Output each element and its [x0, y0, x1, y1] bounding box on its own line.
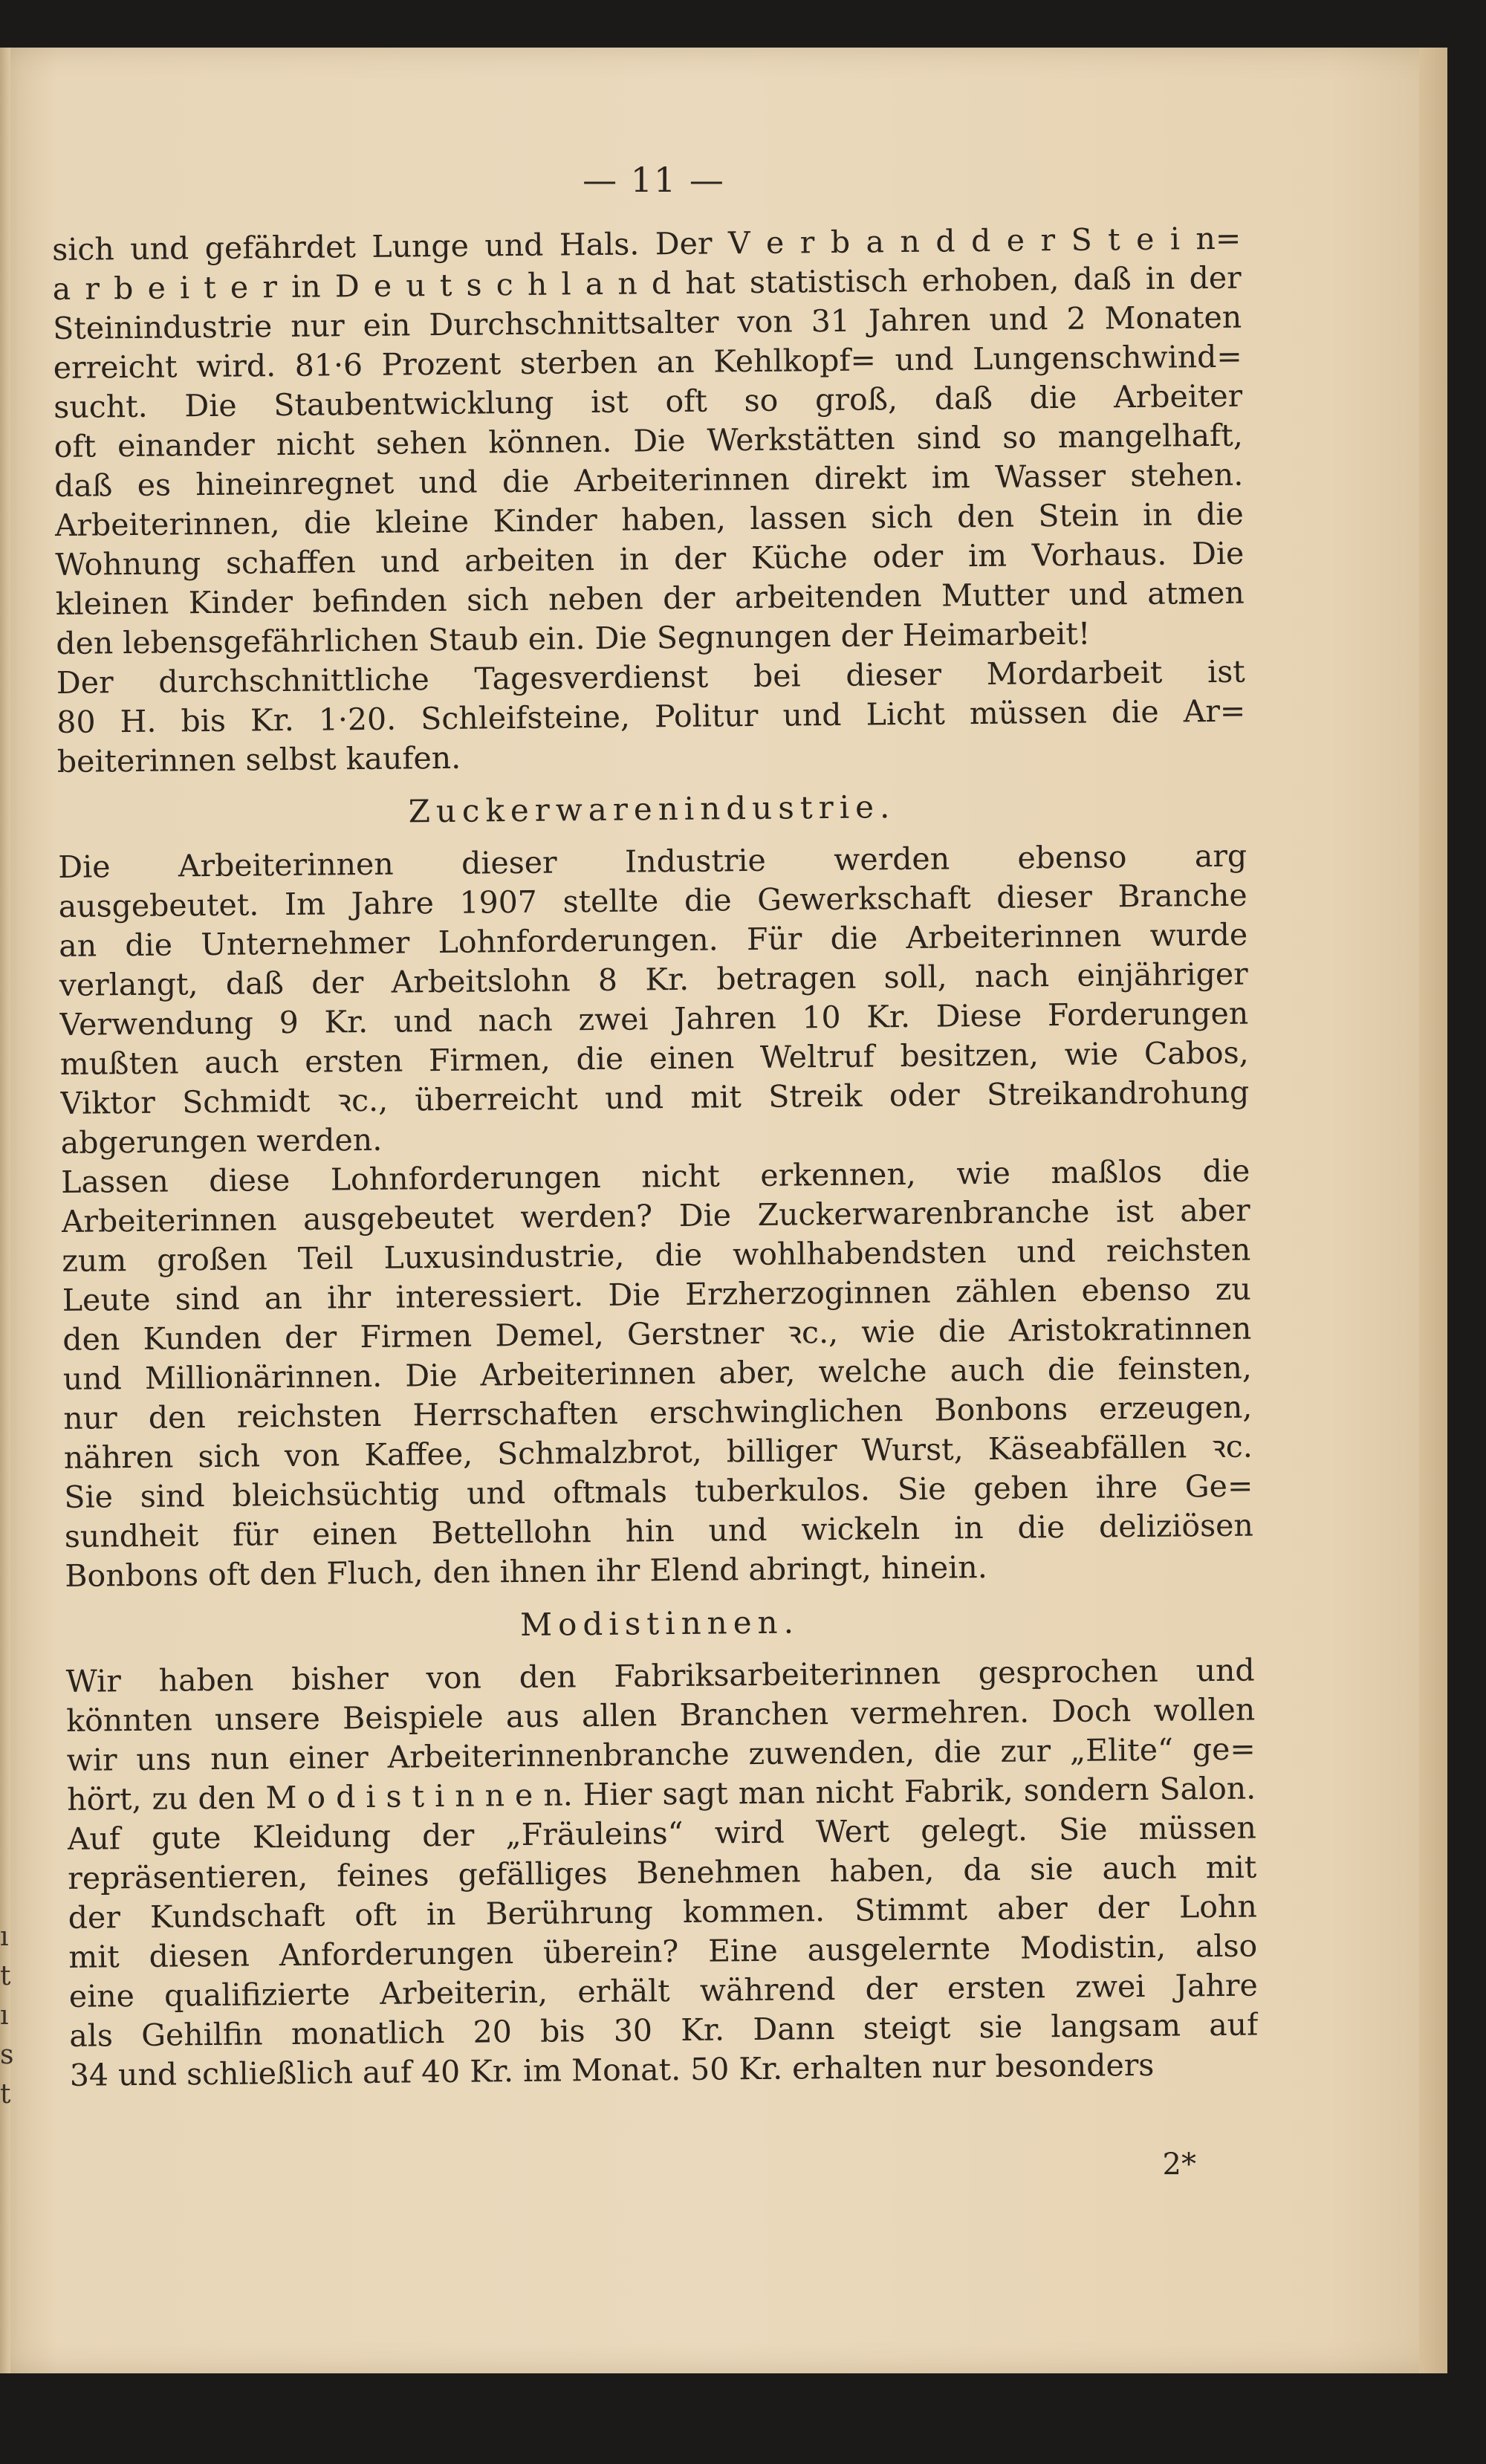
- text-line: sich und gefährdet Lunge und Hals. Der V e r b a n d d e r S t e i n=: [52, 220, 1242, 268]
- text-line: mußten auch ersten Firmen, die einen Weltruf besitzen, wie Cabos,: [59, 1034, 1249, 1082]
- text-line: abgerungen werden.: [60, 1121, 383, 1161]
- text-line: 34 und schließlich auf 40 Kr. im Monat. 50 Kr. erhalten nur besonders: [69, 2046, 1155, 2093]
- text-line: nähren sich von Kaffee, Schmalzbrot, billiger Wurst, Käseabfällen ꝛc.: [63, 1428, 1253, 1476]
- text-line: oft einander nicht sehen können. Die Werkstätten sind so mangelhaft,: [53, 417, 1243, 464]
- text-line: könnten unsere Beispiele aus allen Branchen vermehren. Doch wollen: [66, 1691, 1256, 1739]
- text-line: hört, zu den M o d i s t i n n e n. Hier sagt man nicht Fabrik, sondern Salon.: [67, 1770, 1256, 1818]
- text-line: a r b e i t e r in D e u t s c h l a n d hat statistisch erhoben, daß in der: [52, 259, 1242, 307]
- margin-letter: s: [0, 2040, 14, 2070]
- text-line: Bonbons oft den Fluch, den ihnen ihr Elend abringt, hinein.: [65, 1549, 987, 1594]
- text-line: eine qualifizierte Arbeiterin, erhält während der ersten zwei Jahre: [68, 1967, 1258, 2014]
- page-number: — 11 —: [583, 160, 725, 200]
- text-line: nur den reichsten Herrschaften erschwinglichen Bonbons erzeugen,: [63, 1389, 1253, 1436]
- text-line: Der durchschnittliche Tagesverdienst bei dieser Mordarbeit ist: [56, 653, 1246, 701]
- page-edge: [1419, 48, 1447, 2373]
- signature-mark: 2*: [1162, 2147, 1196, 2182]
- text-line: Auf gute Kleidung der „Fräuleins“ wird Wert gelegt. Sie müssen: [67, 1809, 1256, 1857]
- section-heading-modistinnen: Modistinnen.: [519, 1604, 800, 1644]
- text-line: ausgebeutet. Im Jahre 1907 stellte die Gewerkschaft dieser Branche: [58, 877, 1247, 924]
- text-line: Leute sind an ihr interessiert. Die Erzherzoginnen zählen ebenso zu: [62, 1271, 1251, 1318]
- text-line: den lebensgefährlichen Staub ein. Die Segnungen der Heimarbeit!: [56, 615, 1091, 661]
- text-line: sundheit für einen Bettellohn hin und wickeln in die deliziösen: [64, 1507, 1254, 1554]
- text-line: Arbeiterinnen ausgebeutet werden? Die Zuckerwarenbranche ist aber: [61, 1192, 1250, 1239]
- text-line: an die Unternehmer Lohnforderungen. Für die Arbeiterinnen wurde: [59, 916, 1248, 964]
- text-line: beiterinnen selbst kaufen.: [56, 739, 461, 779]
- text-line: Wohnung schaffen und arbeiten in der Küche oder im Vorhaus. Die: [55, 535, 1245, 583]
- margin-letter: ı: [0, 2000, 9, 2031]
- text-line: und Millionärinnen. Die Arbeiterinnen aber, welche auch die feinsten,: [62, 1349, 1252, 1397]
- text-line: Sie sind bleichsüchtig und oftmals tuberkulos. Sie geben ihre Ge=: [64, 1468, 1253, 1515]
- text-line: den Kunden der Firmen Demel, Gerstner ꝛc., wie die Aristokratinnen: [62, 1310, 1252, 1358]
- text-line: kleinen Kinder befinden sich neben der arbeitenden Mutter und atmen: [55, 574, 1245, 622]
- text-line: Steinindustrie nur ein Durchschnittsalter von 31 Jahren und 2 Monaten: [53, 299, 1242, 346]
- text-line: Viktor Schmidt ꝛc., überreicht und mit Streik oder Streikandrohung: [60, 1074, 1250, 1121]
- text-line: Arbeiterinnen, die kleine Kinder haben, lassen sich den Stein in die: [54, 496, 1244, 543]
- body-text: [52, 219, 1259, 2095]
- text-line: Wir haben bisher von den Fabriksarbeiterinnen gesprochen und: [65, 1652, 1255, 1699]
- section-heading-zuckerwaren: Zuckerwarenindustrie.: [408, 788, 896, 830]
- text-line: der Kundschaft oft in Berührung kommen. Stimmt aber der Lohn: [68, 1888, 1257, 1936]
- text-line: sucht. Die Staubentwicklung ist oft so groß, daß die Arbeiter: [53, 377, 1243, 425]
- text-line: als Gehilfin monatlich 20 bis 30 Kr. Dann steigt sie langsam auf: [69, 2006, 1259, 2054]
- text-line: repräsentieren, feines gefälliges Benehmen haben, da sie auch mit: [68, 1849, 1257, 1896]
- text-line: Lassen diese Lohnforderungen nicht erkennen, wie maßlos die: [61, 1152, 1250, 1200]
- text-line: wir uns nun einer Arbeiterinnenbranche zuwenden, die zur „Elite“ ge=: [66, 1731, 1256, 1778]
- margin-letter: ı: [0, 1922, 9, 1952]
- text-line: zum großen Teil Luxusindustrie, die wohlhabendsten und reichsten: [62, 1231, 1251, 1279]
- text-line: 80 H. bis Kr. 1·20. Schleifsteine, Politur und Licht müssen die Ar=: [56, 693, 1246, 740]
- paragraph-modistinnen: [65, 1651, 1259, 2095]
- paragraph-zuckerwaren: [58, 837, 1254, 1596]
- text-line: erreicht wird. 81·6 Prozent sterben an Kehlkopf= und Lungenschwind=: [53, 338, 1242, 386]
- margin-letter: t: [0, 2079, 11, 2110]
- text-line: Die Arbeiterinnen dieser Industrie werden ebenso arg: [57, 837, 1247, 885]
- margin-letters: [0, 1917, 15, 2114]
- text-line: verlangt, daß der Arbeitslohn 8 Kr. betragen soll, nach einjähriger: [59, 956, 1248, 1003]
- text-line: Verwendung 9 Kr. und nach zwei Jahren 10 Kr. Diese Forderungen: [59, 995, 1249, 1043]
- text-line: daß es hineinregnet und die Arbeiterinnen direkt im Wasser stehen.: [54, 456, 1244, 504]
- paragraph-steinarbeiter: [52, 219, 1246, 782]
- margin-letter: t: [0, 1961, 11, 1991]
- text-line: mit diesen Anforderungen überein? Eine ausgelernte Modistin, also: [68, 1928, 1258, 1975]
